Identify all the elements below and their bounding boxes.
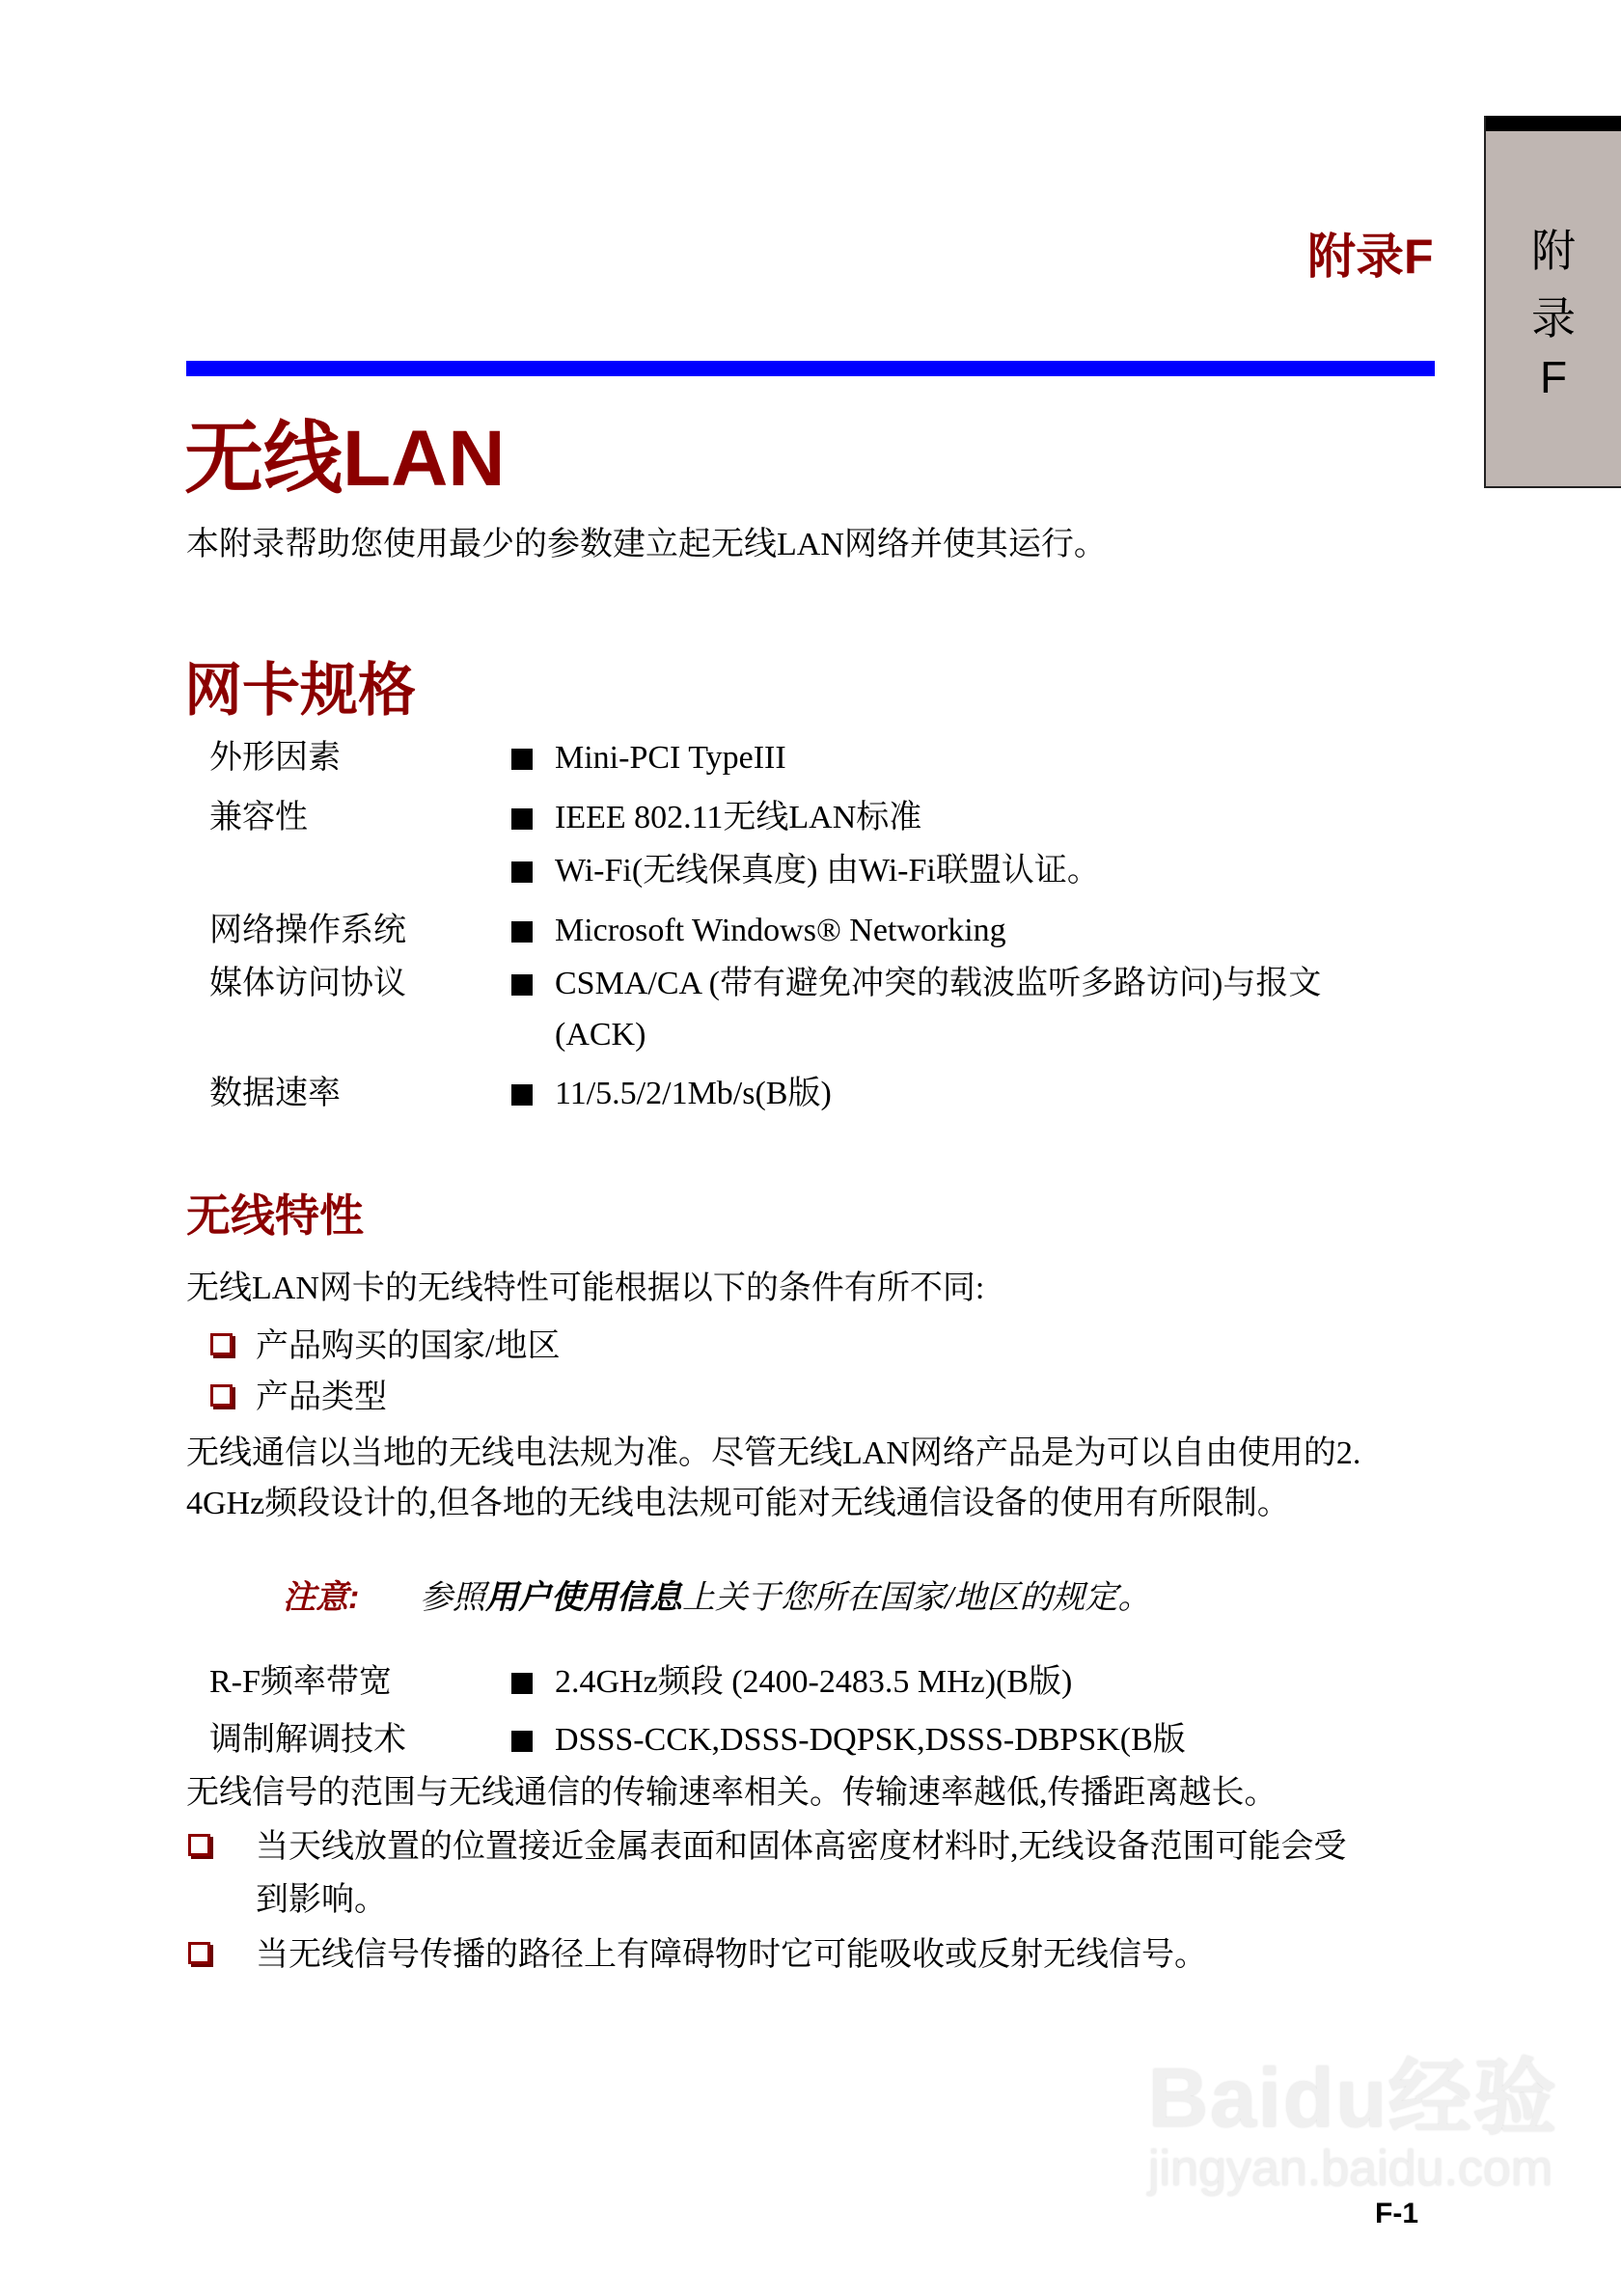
side-tab-top-bar — [1486, 116, 1621, 131]
checkbox-bullet-icon — [210, 1333, 233, 1355]
range-bullet-line: 到影响。 — [256, 1882, 387, 1918]
square-bullet-icon — [511, 861, 533, 883]
spec-value: Wi-Fi(无线保真度) 由Wi-Fi联盟认证。 — [555, 853, 1100, 888]
regulation-paragraph-line: 无线通信以当地的无线电法规为准。尽管无线LAN网络产品是为可以自由使用的2. — [186, 1435, 1361, 1471]
square-bullet-icon — [511, 808, 533, 830]
spec-label: R-F频率带宽 — [209, 1664, 392, 1700]
note-text-before: 参照 — [420, 1580, 485, 1616]
section-heading-wireless: 无线特性 — [186, 1190, 364, 1241]
side-tab-char: 录 — [1531, 293, 1576, 343]
spec-label: 媒体访问协议 — [209, 966, 406, 1001]
baidu-watermark — [1148, 2052, 1558, 2197]
note-text-after: 上关于您所在国家/地区的规定。 — [682, 1580, 1151, 1616]
checkbox-bullet-icon — [188, 1942, 210, 1964]
square-bullet-icon — [511, 1673, 533, 1694]
spec-label: 数据速率 — [209, 1076, 341, 1111]
range-paragraph: 无线信号的范围与无线通信的传输速率相关。传输速率越低,传播距离越长。 — [186, 1775, 1278, 1811]
spec-value: IEEE 802.11无线LAN标准 — [555, 800, 922, 835]
square-bullet-icon — [511, 1084, 533, 1106]
condition-item: 产品购买的国家/地区 — [256, 1328, 561, 1364]
side-tab-char: 附 — [1531, 226, 1576, 276]
wireless-paragraph: 无线LAN网卡的无线特性可能根据以下的条件有所不同: — [186, 1271, 985, 1306]
checkbox-bullet-icon — [188, 1834, 210, 1856]
page-number: F-1 — [1375, 2198, 1418, 2229]
range-bullet-line: 当天线放置的位置接近金属表面和固体高密度材料时,无线设备范围可能会受 — [256, 1829, 1347, 1865]
section-heading-card-specs: 网卡规格 — [184, 658, 416, 723]
chapter-header-label: 附录F — [1307, 230, 1434, 284]
square-bullet-icon — [511, 921, 533, 943]
watermark-url: jingyan.baidu.com — [1148, 2141, 1553, 2197]
spec-label: 外形因素 — [209, 740, 341, 776]
checkbox-bullet-icon — [210, 1384, 233, 1407]
regulation-paragraph-line: 4GHz频段设计的,但各地的无线电法规可能对无线通信设备的使用有所限制。 — [186, 1486, 1290, 1521]
spec-value: Microsoft Windows® Networking — [555, 913, 1006, 948]
watermark-logo-text: Baidu经验 — [1148, 2052, 1558, 2145]
range-bullet-line: 当无线信号传播的路径上有障碍物时它可能吸收或反射无线信号。 — [256, 1937, 1207, 1973]
note-label: 注意: — [283, 1579, 360, 1616]
intro-paragraph: 本附录帮助您使用最少的参数建立起无线LAN网络并使其运行。 — [186, 527, 1107, 562]
spec-label: 网络操作系统 — [209, 913, 406, 948]
note-text — [420, 1571, 1150, 1618]
side-chapter-tab — [1484, 116, 1621, 488]
condition-item: 产品类型 — [256, 1380, 387, 1415]
spec-label: 兼容性 — [209, 800, 308, 835]
square-bullet-icon — [511, 1731, 533, 1752]
side-tab-char: F — [1539, 352, 1568, 402]
page-title: 无线LAN — [184, 415, 506, 503]
title-rule — [186, 361, 1435, 376]
spec-value: CSMA/CA (带有避免冲突的载波监听多路访问)与报文 — [555, 966, 1322, 1001]
square-bullet-icon — [511, 974, 533, 996]
square-bullet-icon — [511, 749, 533, 770]
spec-label: 调制解调技术 — [209, 1722, 406, 1758]
spec-value: 2.4GHz频段 (2400-2483.5 MHz)(B版) — [555, 1664, 1073, 1700]
spec-value: Mini-PCI TypeIII — [555, 740, 786, 776]
note-text-bold: 用户使用信息 — [485, 1579, 682, 1616]
spec-value-continuation: (ACK) — [555, 1017, 646, 1052]
spec-value: 11/5.5/2/1Mb/s(B版) — [555, 1076, 832, 1111]
spec-value: DSSS-CCK,DSSS-DQPSK,DSSS-DBPSK(B版 — [555, 1722, 1186, 1758]
